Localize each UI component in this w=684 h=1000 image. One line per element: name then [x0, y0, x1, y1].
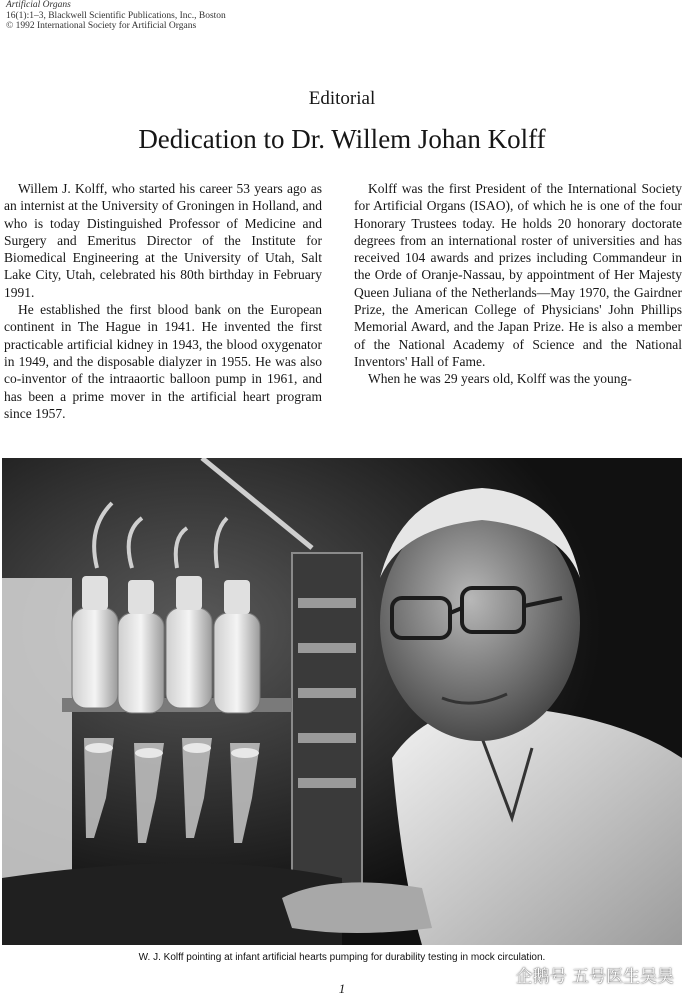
body-paragraph: Kolff was the first President of the International Society for Artificial Organs (ISAO), of which he is one of the four Honorary Trustees today. He holds 20 honorary doctorate degrees from an international roster of universities and has received 104 awards and prizes including Commandeur in the Orde of Oranje-Nassau, by appointment of Her Majesty Queen Juliana of the Netherlands—May 1970, the Gairdner Prize, the American College of Physicians' John Phillips Memorial Award, and the Japan Prize. He is also a member of the National Academy of Science and the National Inventors' Hall of Fame.: [354, 181, 682, 369]
body-paragraph: When he was 29 years old, Kolff was the young-: [368, 371, 632, 387]
page-number: 1: [338, 981, 346, 996]
article-title: Dedication to Dr. Willem Johan Kolff: [138, 124, 546, 154]
photo-illustration: [2, 458, 682, 945]
journal-citation: 16(1):1–3, Blackwell Scientific Publications, Inc., Boston: [6, 10, 226, 21]
journal-copyright: © 1992 International Society for Artificial Organs: [6, 21, 197, 31]
body-column-left: [4, 180, 322, 422]
kolff-photograph: [2, 458, 682, 945]
body-column-right: [354, 180, 682, 388]
body-paragraph: Willem J. Kolff, who started his career 53 years ago as an internist at the University of Groningen in Holland, and who is today Distinguished Professor of Medicine and Surgery and Emeritus Director of the Institute for Biomedical Engineering at the University of Utah, Salt Lake City, Utah, celebrated his 80th birthday in February 1991.: [4, 181, 322, 300]
watermark: 企鹅号 五号医生吴昊: [515, 967, 674, 987]
body-paragraph: He established the first blood bank on the European continent in The Hague in 1941. He invented the first practicable artificial kidney in 1943, the blood oxygenator in 1949, and the disposable dialyzer in 1955. He was also co-inventor of the intraaortic balloon pump in 1961, and has been a prime mover in the artificial heart program since 1957.: [4, 302, 322, 421]
journal-header: [6, 0, 226, 32]
section-heading: Editorial: [308, 88, 376, 109]
photo-caption: W. J. Kolff pointing at infant artificial hearts pumping for durability testing in mock circulation.: [138, 952, 546, 963]
journal-name: Artificial Organs: [6, 0, 71, 10]
